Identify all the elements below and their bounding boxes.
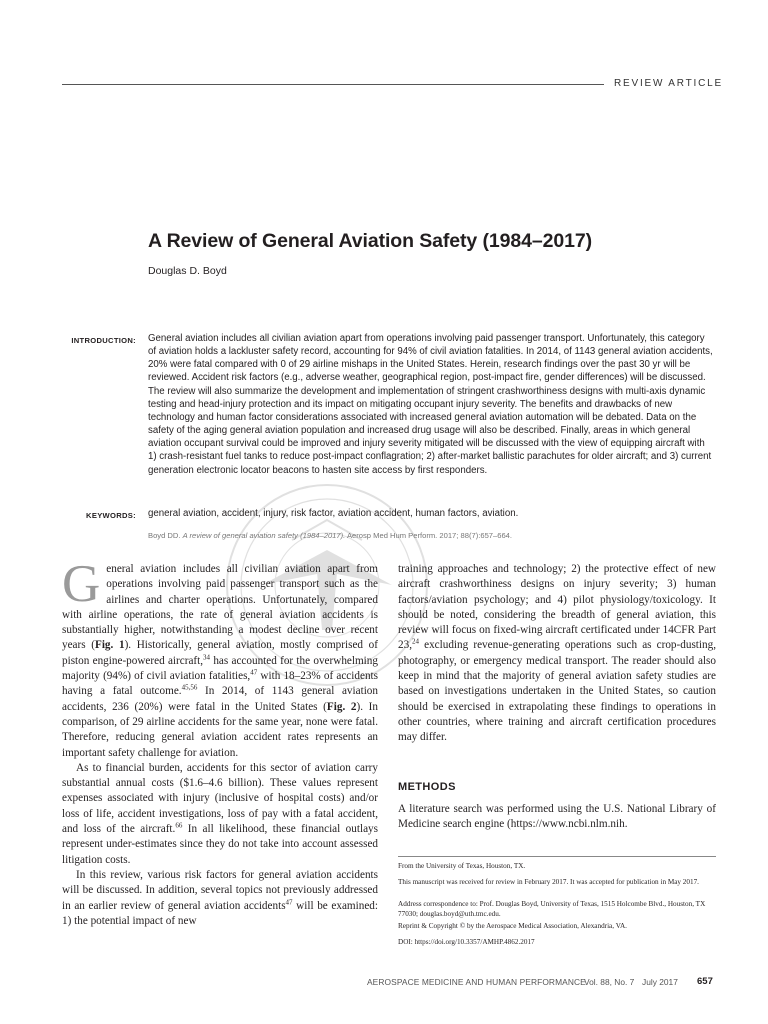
body-text: training approaches and technology; 2) the protective effect of new aircraft crashworthiness designs on injury severity; 3) human factors/aviation psychology; and 4) pilot physiology/toxicology. It should be noted, considering the breadth of general aviation, this review will focus on fixed-wing aircraft certificated under 14CFR Part 23, xyxy=(398,563,716,652)
article-author: Douglas D. Boyd xyxy=(148,265,227,277)
body-text: As to financial burden, accidents for this sector of aviation carry substantial annual costs ($1.6–4.6 billion). These values represent expenses associated with injury (inclusive of hospital costs) and/or loss of life, accident investigations, loss of pay with a fatal accident, and loss of the aircraft. xyxy=(62,761,378,836)
page-number: 657 xyxy=(697,976,713,987)
reference-superscript[interactable]: 66 xyxy=(175,821,183,830)
header-rule xyxy=(62,84,604,85)
footer-date: July 2017 xyxy=(642,977,678,987)
figure-1-reference[interactable]: Fig. 1 xyxy=(94,639,125,652)
citation-line xyxy=(148,531,714,540)
body-paragraph-1 xyxy=(62,555,378,761)
body-column-right xyxy=(398,562,716,746)
body-text: ). In comparison, of 29 airline accidents for the same year, none were fatal. Therefore, reducing general aviation accident rates represents an important safety challenge for aviation. xyxy=(62,700,378,759)
keywords-text: general aviation, accident, injury, risk factor, aviation accident, human factors, aviation. xyxy=(148,508,519,519)
body-column-left xyxy=(62,555,378,929)
body-text: has accounted for the overwhelming majority (94%) of civil aviation fatalities, xyxy=(62,654,378,683)
footer-journal-name: AEROSPACE MEDICINE AND HUMAN PERFORMANCE xyxy=(367,977,586,987)
reference-superscript[interactable]: 47 xyxy=(250,668,258,677)
reference-superscript[interactable]: 34 xyxy=(203,653,211,662)
keywords-label: KEYWORDS: xyxy=(86,511,136,520)
reference-superscript[interactable]: 24 xyxy=(411,637,419,646)
body-text: will be examined: 1) the potential impact of new xyxy=(62,899,378,927)
section-label: REVIEW ARTICLE xyxy=(614,78,723,89)
citation-title: A review of general aviation safety (1984–2017). xyxy=(182,531,346,540)
footnote-doi[interactable]: DOI: https://doi.org/10.3357/AMHP.4862.2017 xyxy=(398,938,535,946)
body-text: In all likelihood, these financial outlays represent under-estimates since they do not take into account assessed litigation costs. xyxy=(62,823,378,866)
body-text: In 2014, of 1143 general aviation accidents, 236 (20%) were fatal in the United States ( xyxy=(62,685,378,713)
body-paragraph-4 xyxy=(398,562,716,746)
body-text: excluding revenue-generating operations such as crop-dusting, photography, or emergency medical transport. The reader should also keep in mind that the majority of general aviation safety studies are based on investigations undertaken in the United States, so caution should be exercised in extrapolating these findings to operations in other countries, where training and aircraft certification procedures may differ. xyxy=(398,639,716,744)
citation-suffix: Aerosp Med Hum Perform. 2017; 88(7):657–664. xyxy=(345,531,513,540)
figure-2-reference[interactable]: Fig. 2 xyxy=(326,700,357,713)
citation-prefix: Boyd DD. xyxy=(148,531,183,540)
body-paragraph-3 xyxy=(62,868,378,929)
body-paragraph-2 xyxy=(62,761,378,868)
abstract-introduction-text: General aviation includes all civilian aviation apart from operations involving paid passenger transport. Unfortunately, this category of aviation holds a lackluster safety record, accounting for 94% of civil aviation fatalities. In 2014, of 1143 general aviation accidents, 20% were fatal compared with 0 of 29 airline mishaps in the United States. Herein, research findings over the past 30 yr will be reviewed. Accident risk factors (e.g., adverse weather, geographical region, post-impact fire, gender differences) will be discussed. The review will also summarize the development and implementation of stringent crashworthiness designs with multi-axis dynamic testing and head-injury protection and its impact on mitigating occupant injury severity. The benefits and drawbacks of new technology and human factor considerations associated with increased general aviation automation will be debated. Data on the safety of the aging general aviation population and increased drug usage will also be described. Finally, areas in which general aviation occupant survival could be improved and injury severity mitigated will be discussed with the view of equipping aircraft with 1) crash-resistant fuel tanks to reduce post-impact conflagration; 2) after-market ballistic parachutes for older aircraft; and 3) current generation electronic locator beacons to hasten site access by first responders. xyxy=(148,333,713,476)
methods-text: A literature search was performed using the U.S. National Library of Medicine search engine (https://www.ncbi.nlm.nih. xyxy=(398,803,716,831)
reference-superscript[interactable]: 47 xyxy=(285,897,293,906)
body-text: with 18–23% of accidents having a fatal outcome. xyxy=(62,670,378,698)
methods-heading: METHODS xyxy=(398,781,456,793)
drop-cap: G xyxy=(62,555,101,613)
body-text: In this review, various risk factors for general aviation accidents will be discussed. In addition, several topics not previously addressed in an earlier review of general aviation accidents xyxy=(62,868,378,912)
abstract-introduction-label: INTRODUCTION: xyxy=(71,336,136,345)
footer-issue: Vol. 88, No. 7 xyxy=(584,977,635,987)
body-text: eneral aviation includes all civilian aviation apart from operations involving paid passenger transport such as the airlines and charter operations. Unfortunately, compared with airline operations, the rate of general aviation accidents is substantially higher, notwithstanding a modest decline over recent years ( xyxy=(62,563,378,652)
footnote-rule xyxy=(398,856,716,857)
body-text: ). Historically, general aviation, mostly comprised of piston engine-powered aircraft, xyxy=(62,639,378,667)
article-title: A Review of General Aviation Safety (1984–2017) xyxy=(148,230,592,252)
footnote-correspondence: Address correspondence to: Prof. Douglas Boyd, University of Texas, 1515 Holcombe Blvd., Houston, TX 77030; douglas.boyd@uth.tmc.edu. xyxy=(398,900,706,918)
footnote-affiliation: From the University of Texas, Houston, TX. xyxy=(398,862,526,870)
reference-superscript[interactable]: 45,56 xyxy=(181,683,198,692)
footnote-received: This manuscript was received for review in February 2017. It was accepted for publication in May 2017. xyxy=(398,878,699,886)
footnote-copyright: Reprint & Copyright © by the Aerospace Medical Association, Alexandria, VA. xyxy=(398,922,627,930)
